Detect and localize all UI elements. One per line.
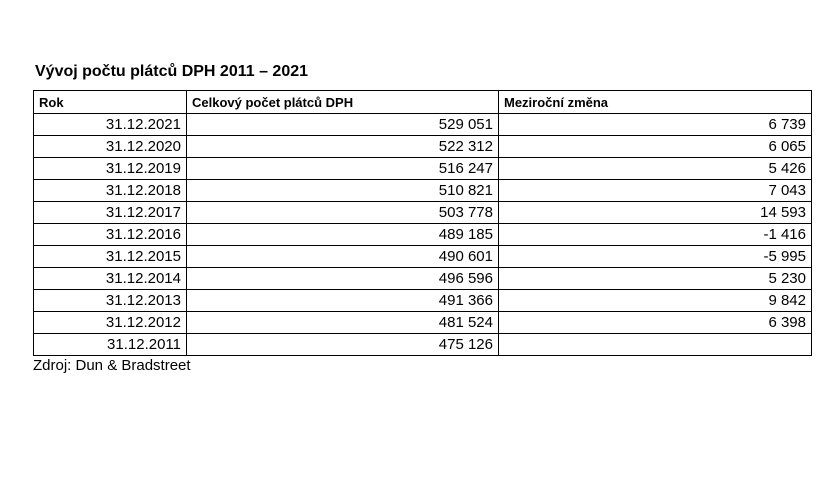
header-year: Rok — [34, 91, 187, 114]
year-cell: 31.12.2015 — [34, 246, 187, 268]
table-row — [34, 312, 812, 334]
total-payers-cell: 529 051 — [187, 114, 499, 136]
yoy-change-cell: 6 739 — [499, 114, 812, 136]
table-row — [34, 334, 812, 356]
total-payers-cell: 522 312 — [187, 136, 499, 158]
yoy-change-cell: 5 426 — [499, 158, 812, 180]
yoy-change-cell: -1 416 — [499, 224, 812, 246]
year-cell: 31.12.2017 — [34, 202, 187, 224]
total-payers-cell: 490 601 — [187, 246, 499, 268]
table-row — [34, 180, 812, 202]
table-row — [34, 224, 812, 246]
total-payers-cell: 510 821 — [187, 180, 499, 202]
source-note: Zdroj: Dun & Bradstreet — [33, 357, 191, 374]
header-yoy-change: Meziroční změna — [499, 91, 812, 114]
yoy-change-cell — [499, 334, 812, 356]
year-cell: 31.12.2014 — [34, 268, 187, 290]
document — [33, 62, 813, 375]
total-payers-cell: 516 247 — [187, 158, 499, 180]
total-payers-cell: 481 524 — [187, 312, 499, 334]
table-row — [34, 136, 812, 158]
table-row — [34, 158, 812, 180]
year-cell: 31.12.2011 — [34, 334, 187, 356]
yoy-change-cell: 5 230 — [499, 268, 812, 290]
year-cell: 31.12.2020 — [34, 136, 187, 158]
yoy-change-cell: 6 065 — [499, 136, 812, 158]
table-header-row — [34, 91, 812, 114]
total-payers-cell: 489 185 — [187, 224, 499, 246]
header-total-payers: Celkový počet plátců DPH — [187, 91, 499, 114]
total-payers-cell: 491 366 — [187, 290, 499, 312]
year-cell: 31.12.2018 — [34, 180, 187, 202]
year-cell: 31.12.2012 — [34, 312, 187, 334]
vat-payers-table — [33, 90, 812, 356]
table-row — [34, 290, 812, 312]
table-row — [34, 114, 812, 136]
table-title: Vývoj počtu plátců DPH 2011 – 2021 — [35, 63, 309, 80]
table-row — [34, 268, 812, 290]
total-payers-cell: 475 126 — [187, 334, 499, 356]
yoy-change-cell: 7 043 — [499, 180, 812, 202]
year-cell: 31.12.2021 — [34, 114, 187, 136]
table-row — [34, 246, 812, 268]
yoy-change-cell: 6 398 — [499, 312, 812, 334]
yoy-change-cell: 9 842 — [499, 290, 812, 312]
year-cell: 31.12.2013 — [34, 290, 187, 312]
year-cell: 31.12.2019 — [34, 158, 187, 180]
yoy-change-cell: -5 995 — [499, 246, 812, 268]
table-row — [34, 202, 812, 224]
table-body — [34, 114, 812, 356]
total-payers-cell: 503 778 — [187, 202, 499, 224]
year-cell: 31.12.2016 — [34, 224, 187, 246]
yoy-change-cell: 14 593 — [499, 202, 812, 224]
total-payers-cell: 496 596 — [187, 268, 499, 290]
